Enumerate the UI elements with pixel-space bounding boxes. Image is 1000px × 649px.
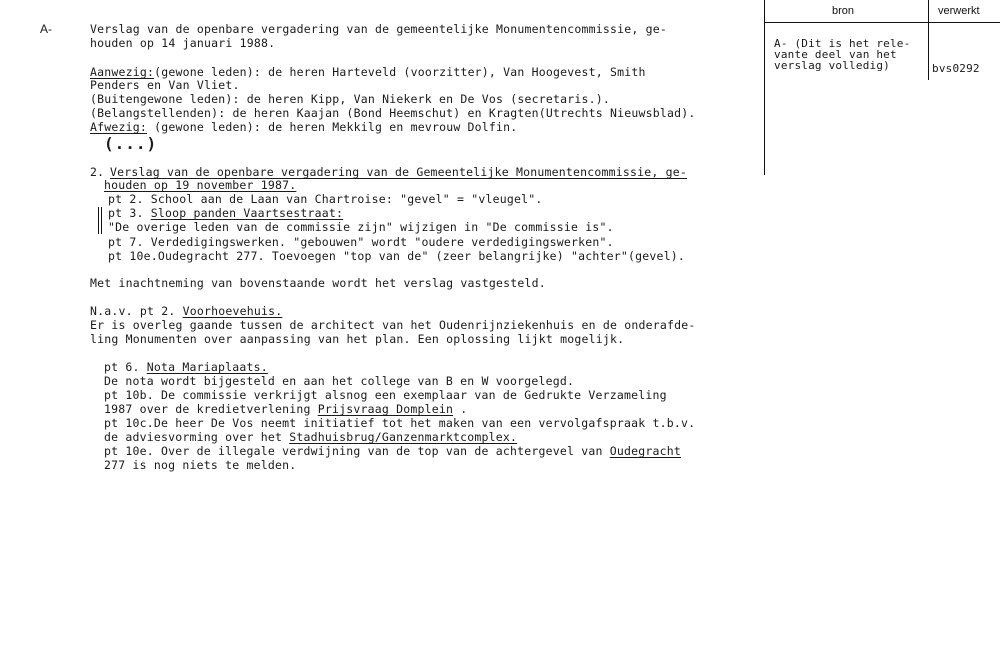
item2-pt3-prefix: pt 3.: [108, 206, 151, 220]
pt10e-link: Oudegracht: [609, 444, 682, 458]
pt6-prefix: pt 6.: [104, 360, 147, 374]
margin-note-line-1: A- (Dit is het rele-: [774, 37, 911, 50]
nav-prefix: N.a.v. pt 2.: [90, 304, 183, 318]
pt10c-line-1: pt 10c.De heer De Vos neemt initiatief tot het maken van een vervolgafspraak t.b.v.: [104, 416, 696, 430]
aanwezig-line-2: Penders en Van Vliet.: [90, 78, 240, 92]
afwezig-label: Afwezig:: [90, 120, 147, 134]
aanwezig-label: Aanwezig:: [90, 65, 155, 79]
change-bar: [98, 207, 102, 234]
column-header-bron: bron: [832, 5, 855, 17]
item2-pt7: pt 7. Verdedigingswerken. "gebouwen" wordt "oudere verdedigingswerken".: [108, 235, 614, 249]
pt10b-line-2-prefix: 1987 over de kredietverlening: [104, 402, 318, 416]
afwezig-text: (gewone leden): de heren Mekkilg en mevrouw Dolfin.: [147, 120, 518, 134]
margin-header-rule: [764, 22, 1000, 23]
nav-line-2: ling Monumenten over aanpassing van het plan. Een oplossing lijkt mogelijk.: [90, 332, 625, 346]
section-marker: A-: [40, 22, 52, 36]
pt10b-link: Prijsvraag Domplein: [317, 402, 454, 416]
belangstellenden-line: (Belangstellenden): de heren Kaajan (Bond Heemschut) en Kragten(Utrechts Nieuwsblad).: [90, 106, 696, 120]
pt10c-line-2-prefix: de adviesvorming over het: [104, 430, 290, 444]
item2-heading-line-2: houden op 19 november 1987.: [104, 178, 297, 192]
pt10b-line-1: pt 10b. De commissie verkrijgt alsnog een exemplaar van de Gedrukte Verzameling: [104, 388, 667, 402]
pt6-title: Nota Mariaplaats.: [146, 360, 268, 374]
pt10b-line-2-suffix: .: [453, 402, 468, 416]
pt6-heading: [104, 360, 268, 375]
nav-title: Voorhoevehuis.: [182, 304, 283, 318]
item2-pt2: pt 2. School aan de Laan van Chartroise: "gevel" = "vleugel".: [108, 192, 543, 206]
item2-pt3-title: Sloop panden Vaartsestraat:: [150, 206, 344, 220]
pt10c-line-2: [104, 430, 517, 445]
document-title-line-1: Verslag van de openbare vergadering van de gemeentelijke Monumentencommissie, ge-: [90, 22, 668, 36]
pt10b-line-2: [104, 402, 467, 417]
margin-divider-rule: [928, 0, 929, 80]
margin-note-line-2: vante deel van het: [774, 48, 897, 61]
item2-pt3-body: "De overige leden van de commissie zijn" wijzigen in "De commissie is".: [108, 220, 614, 234]
item2-heading-line-1: Verslag van de openbare vergadering van de Gemeentelijke Monumentencommissie, ge-: [110, 165, 688, 179]
aanwezig-text: (gewone leden): de heren Harteveld (voorzitter), Van Hoogevest, Smith: [154, 65, 646, 79]
document-title-line-2: houden op 14 januari 1988.: [90, 36, 276, 50]
adopted-statement: Met inachtneming van bovenstaande wordt het verslag vastgesteld.: [90, 276, 546, 290]
afwezig-line: [90, 120, 517, 135]
item2-pt10e: pt 10e.Oudegracht 277. Toevoegen "top van de" (zeer belangrijke) "achter"(gevel).: [108, 249, 686, 263]
column-header-verwerkt: verwerkt: [938, 5, 980, 17]
margin-left-rule: [764, 0, 765, 175]
ellipsis-marker: (...): [104, 134, 158, 153]
pt6-body: De nota wordt bijgesteld en aan het college van B en W voorgelegd.: [104, 374, 575, 388]
margin-note-line-3: verslag volledig): [774, 59, 890, 72]
item2-pt3: [108, 206, 343, 221]
margin-code: bvs0292: [932, 62, 980, 75]
nav-line-1: Er is overleg gaande tussen de architect van het Oudenrijnziekenhuis en de onderafde-: [90, 318, 696, 332]
pt10c-link: Stadhuisbrug/Ganzenmarktcomplex.: [289, 430, 518, 444]
pt10e-line-1: [104, 444, 681, 459]
buitengewone-line: (Buitengewone leden): de heren Kipp, Van Niekerk en De Vos (secretaris.).: [90, 92, 611, 106]
pt10e-line-2: 277 is nog niets te melden.: [104, 458, 297, 472]
nav-heading: [90, 304, 282, 319]
item2-number: 2.: [90, 165, 105, 179]
pt10e-line-1-prefix: pt 10e. Over de illegale verdwijning van de top van de achtergevel van: [104, 444, 610, 458]
